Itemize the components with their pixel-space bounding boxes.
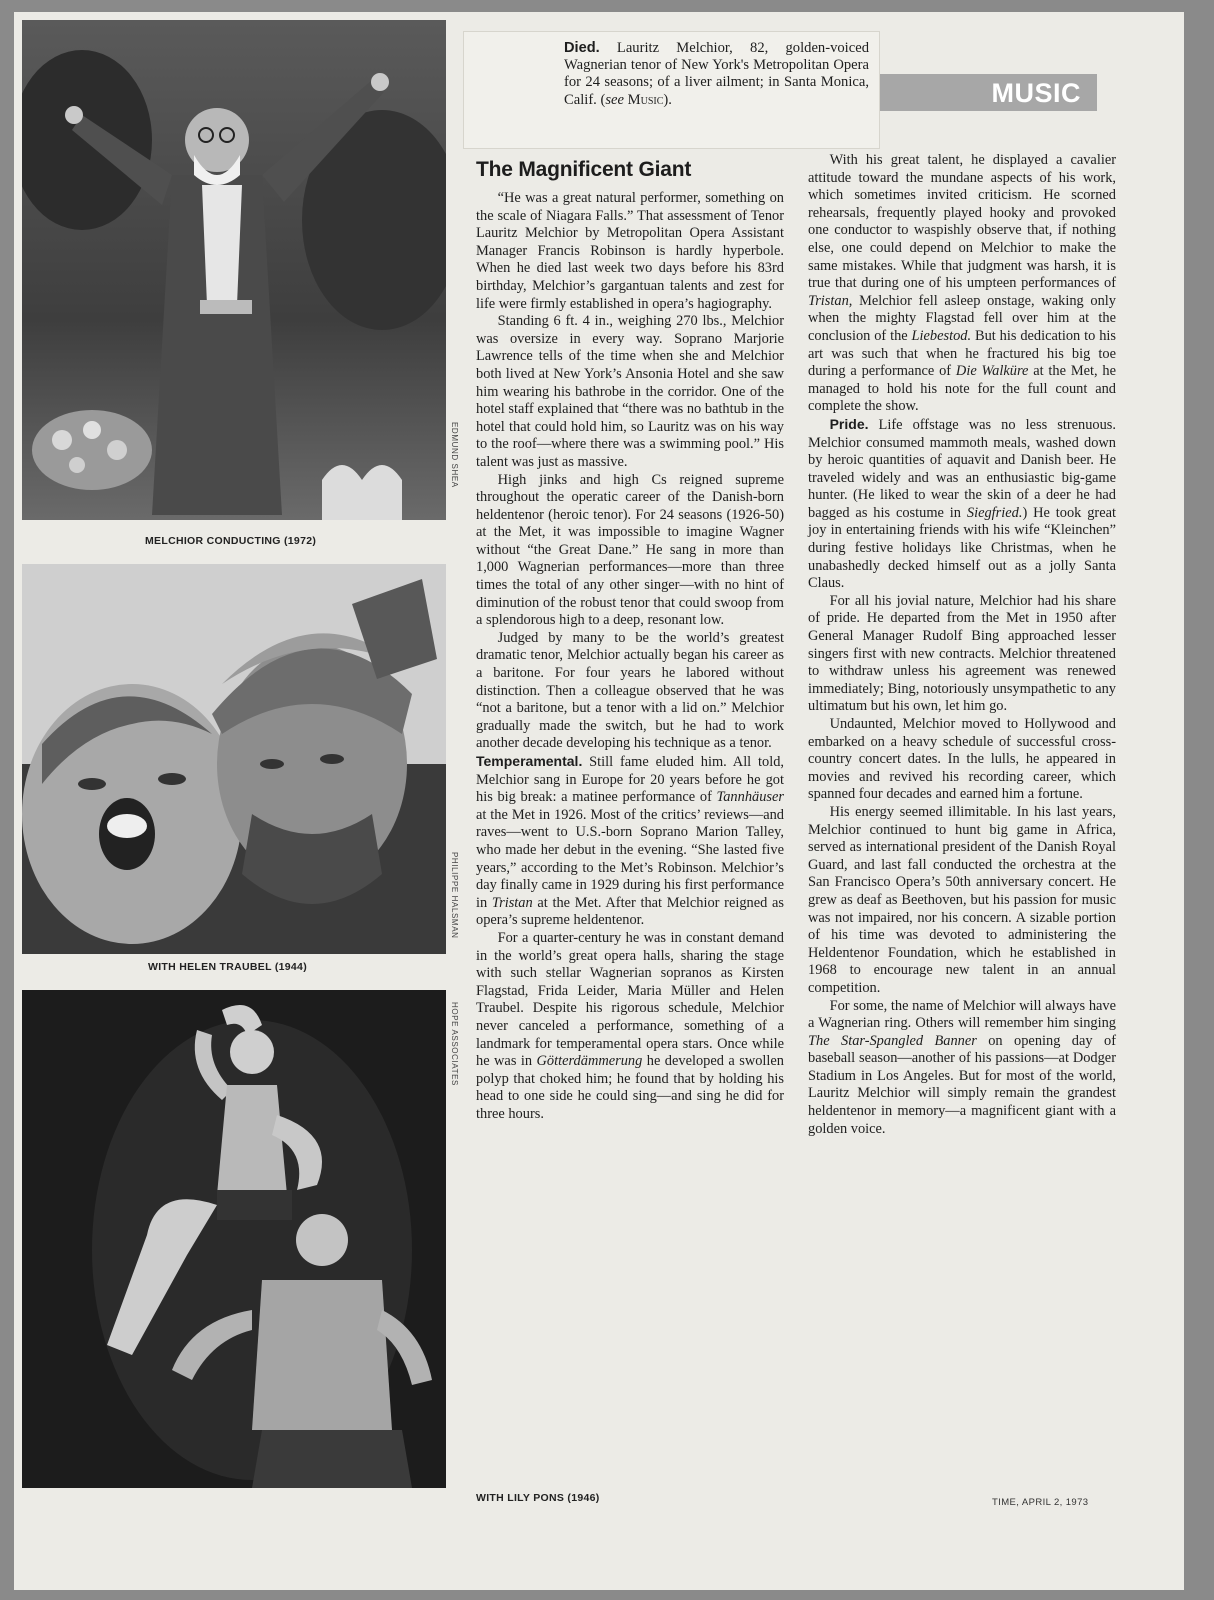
paragraph: High jinks and high Cs reigned supreme throughout the operatic career of the Danish-born heldentenor (heroic tenor). For 24 seasons (1926-50) at the Met, it was impossible to imagine Wagner without “the Great Dane.” He sang in more than 1,000 Wagnerian performances—more than three times the total of any other singer—with no hint of diminution of the robust tenor that could swoop from a splendorous high to a deep, resonant low. [476, 471, 784, 629]
article-headline: The Magnificent Giant [476, 158, 692, 181]
paragraph: Standing 6 ft. 4 in., weighing 270 lbs., Melchior was oversize in every way. Soprano Marjorie Lawrence tells of the time when she and Melchior both lived at New York’s Ansonia Hotel and she saw him wearing his bathrobe in the corridor. One of the hotel staff explained that “there was no bathtub in the hotel that could hold him, so Lauritz was on his way to the roof—where there was a swimming pool.” His talent was just as massive. [476, 313, 784, 470]
photo-credit-pons: HOPE ASSOCIATES [450, 1002, 459, 1086]
article-column-left [476, 190, 784, 1123]
paragraph: For a quarter-century he was in constant demand in the world’s great opera halls, sharing the stage with such stellar Wagnerian sopranos as Kirsten Flagstad, Frida Leider, Maria Müller and Helen Traubel. Despite his rigorous schedule, Melchior never canceled a performance, something of a landmark for temperamental opera stars. Once while he was in Götterdämmerung he developed a swollen polyp that choked him; he found that by holding his head to one side he could sing—and sing he did for three hours. [476, 929, 784, 1122]
paragraph: “He was a great natural performer, something on the scale of Niagara Falls.” That assessment of Tenor Lauritz Melchior by Metropolitan Opera Assistant Manager Francis Robinson is hardly hyperbole. When he died last week two days before his 83rd birthday, Melchior’s gargantuan talents and zest for life were firmly established in opera’s hagiography. [476, 190, 784, 312]
photo-credit-traubel: PHILIPPE HALSMAN [450, 852, 459, 939]
photo-credit-conducting: EDMUND SHEA [450, 422, 459, 488]
photo-melchior-conducting [22, 20, 446, 520]
paragraph: Judged by many to be the world’s greatest dramatic tenor, Melchior actually began his career as a baritone. For four years he labored without distinction. Then a colleague observed that he was “not a baritone, but a tenor with a lid on.” Melchior gradually made the switch, but he had to work another decade developing his technique as a tenor. [476, 629, 784, 752]
subhead-pride: Pride. [829, 415, 869, 432]
clipping-label: Died. [564, 40, 600, 56]
paragraph: Pride. Life offstage was no less strenuous. Melchior consumed mammoth meals, washed down by heroic quantities of aquavit and Danish beer. He traveled widely and was an enthusiastic big-game hunter. (He liked to wear the skin of a deer he had bagged as his costume in Siegfried.) He took great joy in entertaining friends with his wife “Kleinchen” during festive holidays like Christmas, when he unabashedly decked himself out as a jolly Santa Claus. [808, 415, 1116, 592]
clipping-section: Music [623, 91, 664, 108]
paragraph: For all his jovial nature, Melchior had his share of pride. He departed from the Met in 1950 after General Manager Rudolf Bing approached lesser singers first with new contracts. Melchior threatened to withdraw unless his agreement was renewed immediately; Bing, notoriously unsympathetic to any ultimatum but his own, let him go. [808, 592, 1116, 715]
article-column-right [808, 152, 1116, 1138]
photo-helen-traubel [22, 564, 446, 954]
magazine-page [14, 12, 1184, 1590]
obituary-clipping [464, 32, 879, 148]
conducting-photo-image [22, 20, 446, 520]
pons-photo-image [22, 990, 446, 1488]
paragraph: Undaunted, Melchior moved to Hollywood and embarked on a heavy schedule of successful cross-country concert dates. In the lulls, he appeared in movies and revived his recording career, which spanned four decades and earned him a fortune. [808, 716, 1116, 803]
publication-footer: TIME, APRIL 2, 1973 [992, 1497, 1089, 1508]
paragraph: With his great talent, he displayed a cavalier attitude toward the mundane aspects of his work, which sometimes invited criticism. He scorned rehearsals, frequently played hooky and provoked one conductor to waspishly observe that, if nothing else, one could depend on Melchior to make the same mistakes. While that judgment was harsh, it is true that during one of his umpteen performances of Tristan, Melchior fell asleep onstage, waking only when the mighty Flagstad fell over him at the conclusion of the Liebestod. But his dedication to his art was such that when he fractured his big toe during a performance of Die Walküre at the Met, he managed to hold his note for the full count and complete the show. [808, 152, 1117, 415]
traubel-photo-image [22, 564, 446, 954]
clipping-close: ). [663, 91, 672, 108]
paragraph: For some, the name of Melchior will always have a Wagnerian ring. Others will remember him singing The Star-Spangled Banner on opening day of baseball season—another of his passions—at Dodger Stadium in Los Angeles. But for most of the world, Lauritz Melchior will simply remain the grandest heldentenor in memory—a magnificent giant with a golden voice. [808, 997, 1116, 1137]
caption-conducting: MELCHIOR CONDUCTING (1972) [145, 535, 317, 547]
paragraph: His energy seemed illimitable. In his last years, Melchior continued to hunt big game in Africa, served as international president of the Danish Royal Guard, and last fall conducted the orchestra at the San Francisco Opera’s 50th anniversary concert. He grew as deaf as Beethoven, but his passion for music was not impaired, nor his concern. A sizable portion of his time was devoted to administering the Heldentenor Foundation, which he established in 1968 to encourage new talent in an annual competition. [808, 803, 1116, 996]
photo-lily-pons [22, 990, 446, 1488]
subhead-temperamental: Temperamental. [476, 753, 583, 769]
clipping-text [564, 40, 869, 109]
caption-helen-traubel: WITH HELEN TRAUBEL (1944) [148, 961, 307, 973]
caption-lily-pons: WITH LILY PONS (1946) [476, 1492, 600, 1504]
section-label: MUSIC [991, 78, 1081, 108]
clipping-see: see [605, 91, 624, 108]
clipping-body: Lauritz Melchior, 82, golden-voiced Wagnerian tenor of New York's Metropolitan Opera for 24 seasons; of a liver ailment; in Santa Monica, Calif. ( [564, 40, 869, 108]
paragraph: Temperamental. Still fame eluded him. All told, Melchior sang in Europe for 20 years before he got his big break: a matinee performance of Tannhäuser at the Met in 1926. Most of the critics’ reviews—and raves—went to U.S.-born Soprano Marion Talley, who made her debut in the evening. “She lasted five years,” according to the Met’s Robinson. Melchior’s day finally came in 1929 during his first performance in Tristan at the Met. After that Melchior reigned as opera’s supreme heldentenor. [476, 753, 784, 929]
